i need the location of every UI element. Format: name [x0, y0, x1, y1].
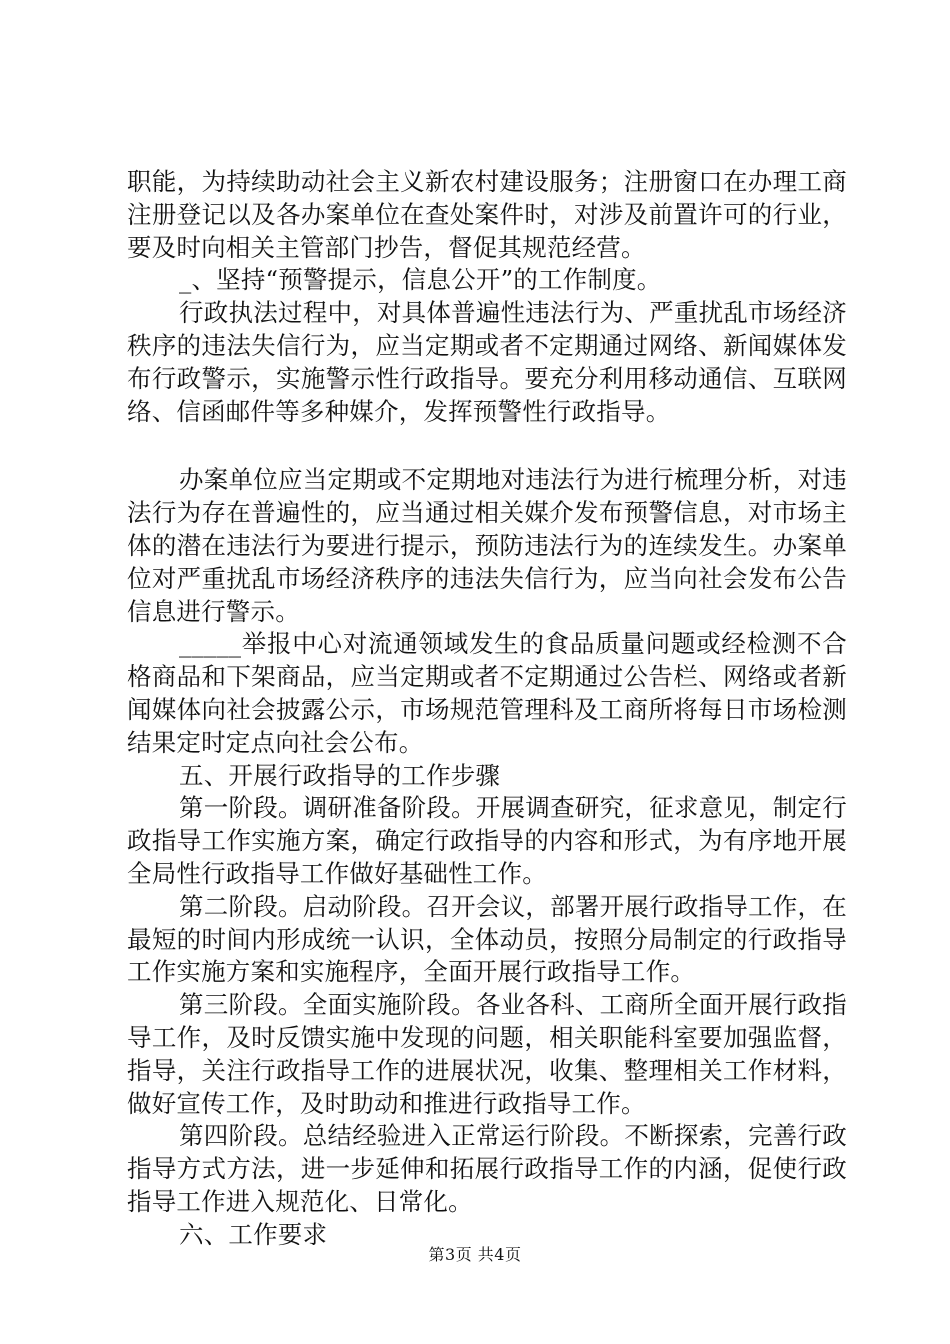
paragraph-stage-3: 第三阶段。全面实施阶段。各业各科、工商所全面开展行政指导工作，及时反馈实施中发现的问题，相关职能科室要加强监督，指导，关注行政指导工作的进展状况，收集、整理相关工作材料，做好宣传工作，及时助动和推进行政指导工作。 — [127, 990, 847, 1118]
paragraph-1: 职能，为持续助动社会主义新农村建设服务；注册窗口在办理工商注册登记以及各办案单位在查处案件时，对涉及前置许可的行业，要及时向相关主管部门抄告，督促其规范经营。 — [127, 167, 847, 262]
paragraph-stage-1: 第一阶段。调研准备阶段。开展调查研究，征求意见，制定行政指导工作实施方案，确定行政指导的内容和形式，为有序地开展全局性行政指导工作做好基础性工作。 — [127, 793, 847, 888]
paragraph-2: _、坚持“预警提示，信息公开”的工作制度。 — [179, 265, 662, 295]
section-heading-6: 六、工作要求 — [179, 1219, 328, 1249]
paragraph-stage-4: 第四阶段。总结经验进入正常运行阶段。不断探索，完善行政指导方式方法，进一步延伸和拓展行政指导工作的内涵，促使行政指导工作进入规范化、日常化。 — [127, 1121, 847, 1216]
document-body — [127, 166, 847, 1252]
paragraph-4: 办案单位应当定期或不定期地对违法行为进行梳理分析，对违法行为存在普遍性的，应当通过相关媒介发布预警信息，对市场主体的潜在违法行为要进行提示，预防违法行为的连续发生。办案单位对严重扰乱市场经济秩序的违法失信行为，应当向社会发布公告信息进行警示。 — [127, 465, 847, 626]
paragraph-3: 行政执法过程中，对具体普遍性违法行为、严重扰乱市场经济秩序的违法失信行为，应当定期或者不定期通过网络、新闻媒体发布行政警示，实施警示性行政指导。要充分利用移动通信、互联网络、信函邮件等多种媒介，发挥预警性行政指导。 — [127, 298, 847, 426]
section-heading-5: 五、开展行政指导的工作步骤 — [179, 760, 501, 790]
paragraph-5: _____举报中心对流通领域发生的食品质量问题或经检测不合格商品和下架商品，应当定期或者不定期通过公告栏、网络或者新闻媒体向社会披露公示，市场规范管理科及工商所将每日市场检测结果定时定点向社会公布。 — [127, 629, 847, 757]
paragraph-stage-2: 第二阶段。启动阶段。召开会议，部署开展行政指导工作，在最短的时间内形成统一认识，全体动员，按照分局制定的行政指导工作实施方案和实施程序，全面开展行政指导工作。 — [127, 891, 847, 987]
page-footer: 第3页 共4页 — [428, 1245, 522, 1264]
